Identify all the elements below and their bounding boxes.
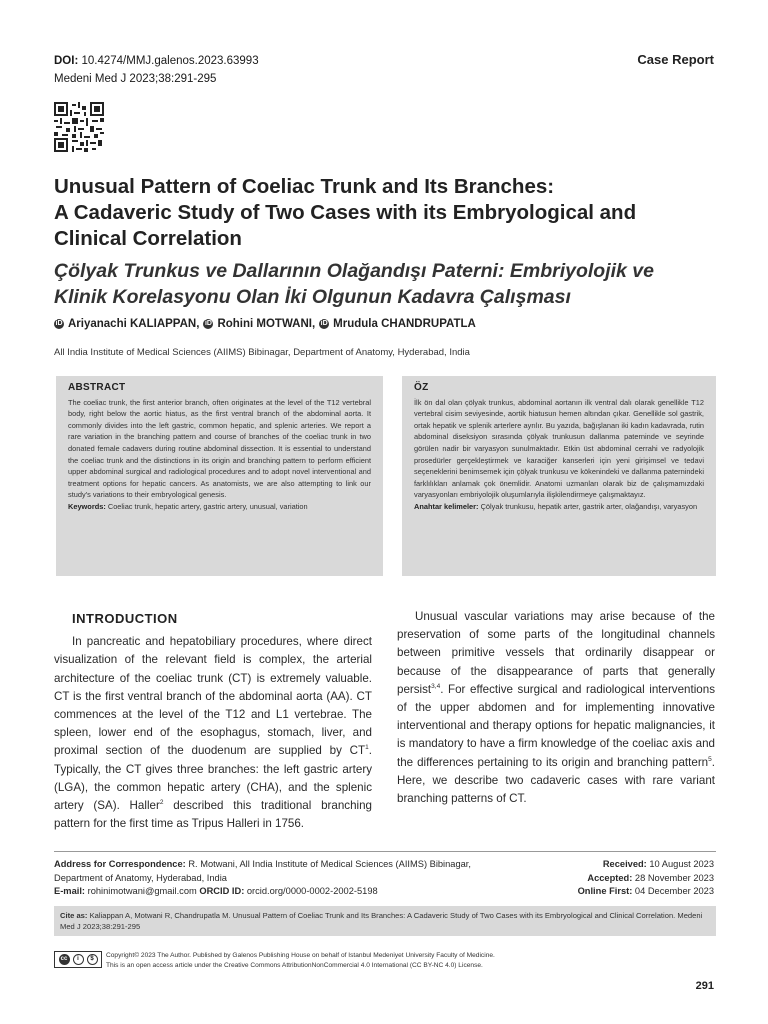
author-name: Rohini MOTWANI,	[217, 318, 316, 330]
abstract-heading: ABSTRACT	[68, 382, 126, 393]
body-column-right	[397, 608, 715, 808]
footer-divider	[54, 851, 716, 852]
correspondence-block: Address for Correspondence: R. Motwani, All India Institute of Medical Sciences (AIIMS) Bibinagar, Department of Anatomy, Hyderabad, India E-mail: rohinimotwani@gmail.com ORCID ID: orcid.org/0000-0002-2002-5198	[54, 859, 471, 896]
oz-heading: ÖZ	[414, 382, 429, 393]
abstract-text: The coeliac trunk, the first anterior branch, often originates at the level of the T12 vertebral body, right below the aortic hiatus, as the first ventral branch of the abdominal aorta. It commonly divides into the left gastric, common hepatic, and splenic arteries. We report a rare variation in the branching pattern and course of branches of the coeliac trunk in two donated female cadavers during routine abdominal dissection. It is essential to understand the coeliac trunk and the distinctions in its origin and branching pattern to perform efficient upper abdominal surgical and radiological procedures and to adopt novel interventional and treatment options for hepatic cancers. As anatomists, we are also attempting to link our study's variations to their embryological genesis.	[68, 397, 371, 500]
author-name: Ariyanachi KALIAPPAN,	[68, 318, 200, 330]
abstract-box	[56, 376, 383, 576]
citation-ref[interactable]: 1	[365, 744, 369, 752]
citation-ref[interactable]: 5	[708, 755, 712, 763]
author-affiliation: All India Institute of Medical Sciences (AIIMS) Bibinagar, Department of Anatomy, Hyderabad, India	[54, 347, 470, 358]
cc-license-badge[interactable]	[54, 951, 102, 968]
doi-value[interactable]: 10.4274/MMJ.galenos.2023.63993	[81, 55, 259, 67]
oz-keywords: Anahtar kelimeler: Çölyak trunkusu, hepatik arter, gastrik arter, olağandışı, varyasyon	[414, 501, 698, 511]
article-title: Unusual Pattern of Coeliac Trunk and Its Branches: A Cadaveric Study of Two Cases with its Embryological and Clinical Correlation	[54, 175, 637, 250]
author-name: Mrudula CHANDRUPATLA	[333, 318, 476, 330]
oz-box	[402, 376, 716, 576]
article-title-turkish: Çölyak Trunkus ve Dallarının Olağandışı Paterni: Embriyolojik ve Klinik Korelasyonu Olan İki Olgunun Kadavra Çalışması	[54, 260, 654, 308]
article-type: Case Report	[637, 52, 714, 67]
section-heading-introduction: INTRODUCTION	[72, 611, 178, 626]
by-icon: i	[73, 954, 84, 965]
orcid-link[interactable]: orcid.org/0000-0002-2002-5198	[246, 886, 378, 896]
author-list	[54, 318, 476, 330]
orcid-icon[interactable]: iD	[55, 320, 63, 327]
citation-ref[interactable]: 2	[159, 799, 164, 807]
orcid-icon[interactable]: iD	[204, 320, 212, 327]
license-statement: Copyright© 2023 The Author. Published by Galenos Publishing House on behalf of Istanbul Medeniyet University Faculty of Medicine. This is an open access article under the Creative Commons AttributionNonCommercial 4.0 International (CC BY-NC 4.0) License.	[106, 952, 495, 969]
doi-label: DOI:	[54, 55, 79, 67]
nc-icon: $	[87, 954, 98, 965]
doi-line[interactable]	[54, 52, 259, 70]
email-link[interactable]: rohinimotwani@gmail.com	[87, 886, 197, 896]
journal-reference: Medeni Med J 2023;38:291-295	[54, 73, 217, 85]
article-header	[54, 52, 259, 88]
body-column-left	[54, 608, 372, 833]
orcid-icon[interactable]: iD	[320, 320, 328, 327]
citation-ref[interactable]: 3,4	[431, 682, 441, 690]
citation-box: Cite as: Kaliappan A, Motwani R, Chandrupatla M. Unusual Pattern of Coeliac Trunk and Its Branches: A Cadaveric Study of Two Cases with its Embryological and Clinical Correlation. Medeni Med J 2023;38:291-295	[54, 906, 716, 936]
abstract-keywords: Keywords: Coeliac trunk, hepatic artery, gastric artery, unusual, variation	[68, 501, 308, 511]
qr-code-icon	[54, 102, 104, 152]
intro-paragraph-1: In pancreatic and hepatobiliary procedures, where direct visualization of the relevant field is complex, the arterial architecture of the coeliac trunk (CT) is extremely valuable. CT is the first ventral branch of the abdominal aorta (AA). CT commences at the level of the T12 and L1 vertebrae. The spleen, lower end of the esophagus, stomach, liver, and proximal section of the duodenum are supplied by $CT^1$. Typically, the CT gives three branches: the left gastric artery (LGA), the common hepatic artery (CHA), and the splenic artery (SA). Haller$^2$ described this traditional branching pattern for the first time as Tripus Halleri in 1756.	[54, 635, 372, 831]
cc-icon: cc	[59, 954, 70, 965]
page-number: 291	[695, 980, 714, 992]
intro-paragraph-2: Unusual vascular variations may arise because of the preservation of some parts of the longitudinal channels between primitive vessels that ordinarily disappear or because of the disappearance of parts that generally persist$^{3,4}$. For effective surgical and radiological interventions of the upper abdomen and for implementing innovative interventional and therapy options for hepatic malignancies, it is mandatory to have a firm knowledge of the coeliac axis and the differences pertaining to its origin and branching pattern$^5$. Here, we describe two cadaveric cases with rare variant branching patterns of CT.	[397, 610, 715, 806]
oz-text: İlk ön dal olan çölyak trunkus, abdominal aortanın ilk ventral dalı olarak genellikle T12 vertebral cisim seviyesinde, aortik hiatusun hemen altından çıkar. Genellikle sol gastrik, ortak hepatik ve splenik arterlere ayrılır. Bu yazıda, bağışlanan iki kadın kadavrada, rutin abdominal diseksiyon sırasında çölyak trunkusun dallanma paterninde ve seyrinde görülen nadir bir varyasyon sunulmaktadır. Etkin üst abdominal cerrahi ve radyolojik prosedürler gerçekleştirmek ve karaciğer kanserleri için yeni girişimsel ve tedavi seçeneklerini benimsemek için çölyak trunkusu ve kökenindeki ve dallanma paternindeki farklılıkları anlamak çok önemlidir. Anatomi uzmanları olarak biz de çalışmamızdaki varyasyonları embriyolojik oluşumlarıyla ilişkilendirmeye çalışmaktayız.	[414, 397, 704, 500]
article-dates: Received: 10 August 2023 Accepted: 28 November 2023 Online First: 04 December 2023	[577, 859, 714, 896]
